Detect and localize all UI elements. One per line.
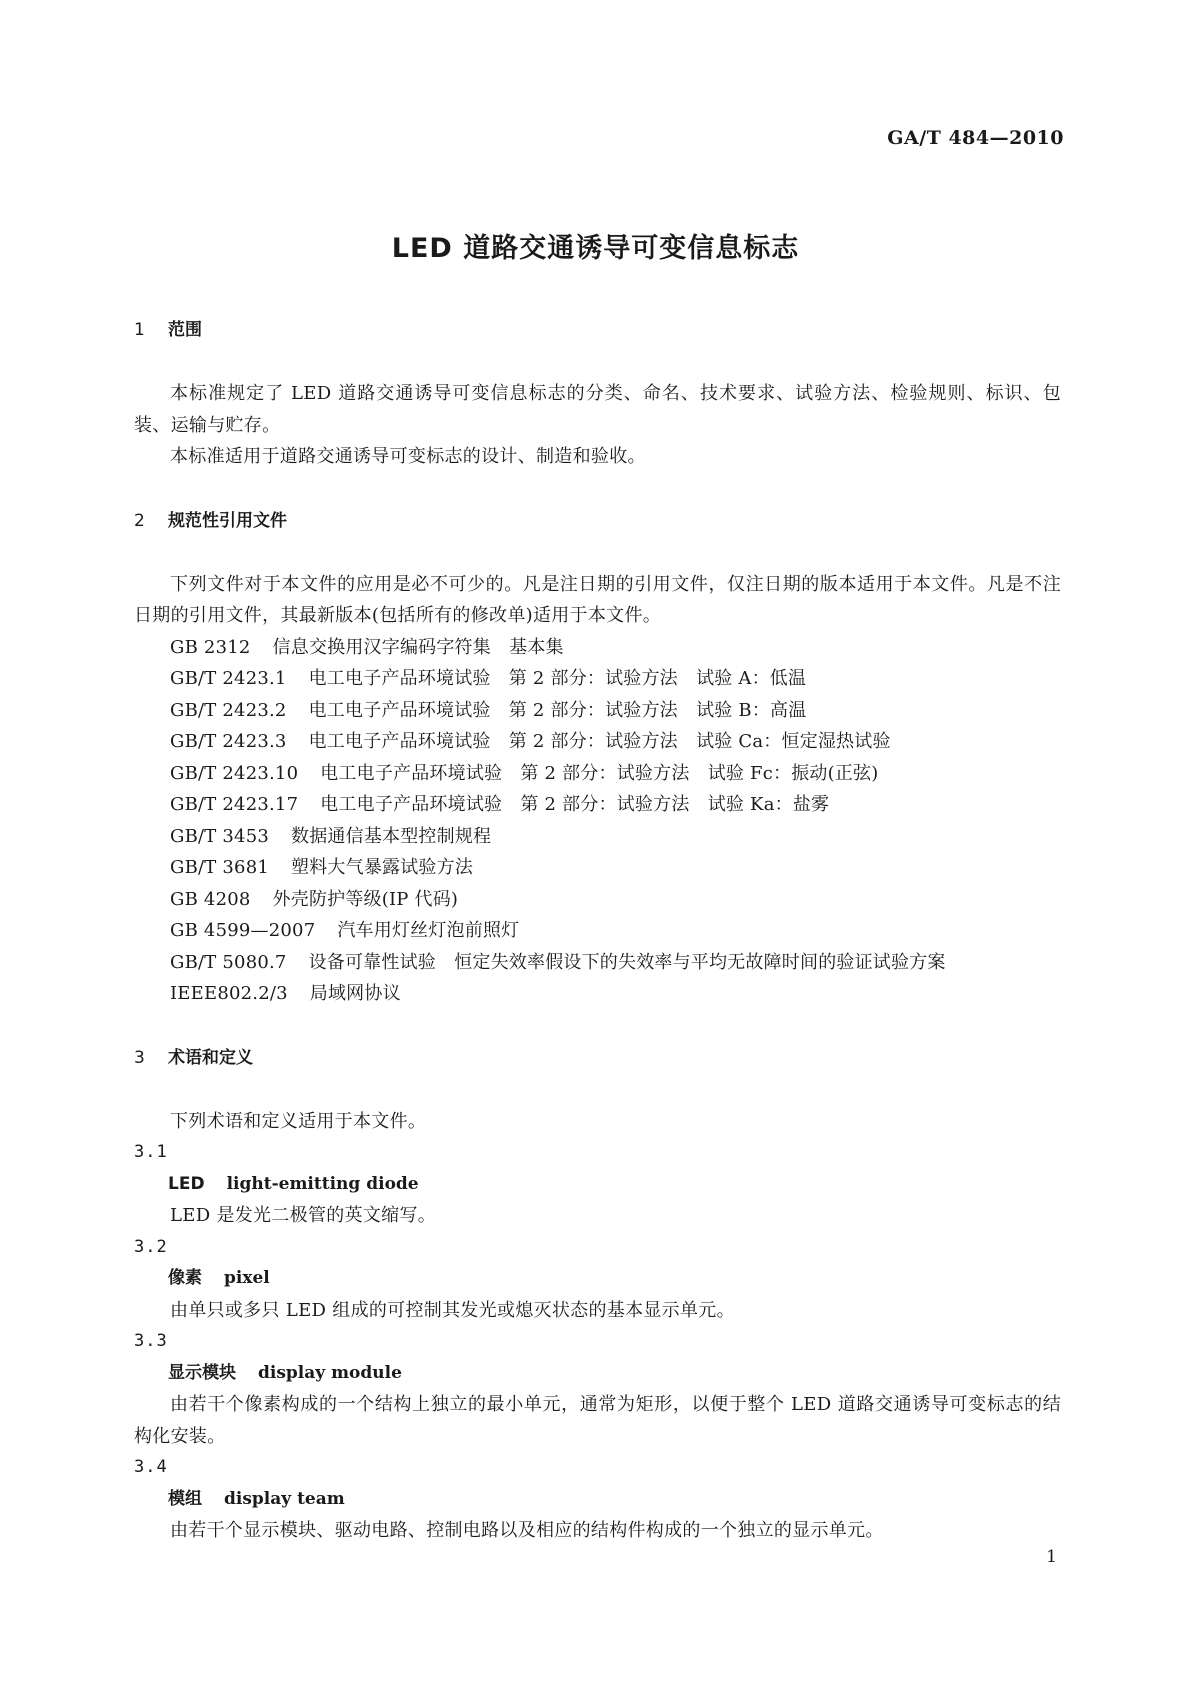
- reference-item: [134, 789, 1061, 821]
- reference-code: GB/T 5080.7: [170, 951, 287, 973]
- term-name: [134, 1263, 1061, 1295]
- reference-list: [134, 632, 1061, 1010]
- reference-code: GB/T 2423.10: [170, 762, 299, 784]
- page-number: 1: [1046, 1547, 1057, 1567]
- reference-item: [134, 821, 1061, 853]
- reference-title: 设备可靠性试验 恒定失效率假设下的失效率与平均无故障时间的验证试验方案: [308, 951, 946, 973]
- term-name: [134, 1484, 1061, 1516]
- paragraph: 下列术语和定义适用于本文件。: [170, 1110, 427, 1132]
- term-name-zh: LED: [168, 1173, 205, 1194]
- reference-item: [134, 632, 1061, 664]
- reference-title: 电工电子产品环境试验 第 2 部分：试验方法 试验 Ca：恒定湿热试验: [308, 731, 891, 752]
- section-number: 3: [134, 1047, 145, 1068]
- reference-item: [134, 978, 1061, 1010]
- reference-title: 外壳防护等级(IP 代码): [272, 888, 459, 910]
- reference-code: GB/T 3453: [170, 825, 270, 847]
- reference-item: [134, 947, 1061, 979]
- reference-item: [134, 758, 1061, 790]
- reference-title: 电工电子产品环境试验 第 2 部分：试验方法 试验 A：低温: [308, 668, 807, 689]
- reference-item: [134, 663, 1061, 695]
- term-name: [134, 1358, 1061, 1390]
- section-number: 2: [134, 510, 145, 531]
- term-definition: 由单只或多只 LED 组成的可控制其发光或熄灭状态的基本显示单元。: [170, 1299, 735, 1321]
- document-title: LED 道路交通诱导可变信息标志: [391, 233, 800, 264]
- term-name-en: display module: [258, 1362, 402, 1383]
- term-definition: LED 是发光二极管的英文缩写。: [170, 1205, 437, 1226]
- term-name: [134, 1169, 1061, 1201]
- reference-title: 局域网协议: [309, 983, 401, 1004]
- term-number: 3.1: [134, 1142, 168, 1162]
- term-name-zh: 模组: [168, 1488, 202, 1509]
- term-number: 3.2: [134, 1236, 168, 1257]
- section-3-heading: [134, 1046, 1061, 1070]
- term-name-en: light-emitting diode: [226, 1173, 419, 1194]
- reference-title: 信息交换用汉字编码字符集 基本集: [272, 636, 564, 658]
- reference-title: 电工电子产品环境试验 第 2 部分：试验方法 试验 Fc：振动(正弦): [320, 762, 879, 784]
- reference-item: [134, 852, 1061, 884]
- reference-item: [134, 695, 1061, 727]
- reference-code: GB/T 3681: [170, 857, 270, 878]
- section-number: 1: [134, 320, 145, 340]
- section-2-heading: [134, 509, 1061, 533]
- paragraph: 下列文件对于本文件的应用是必不可少的。凡是注日期的引用文件，仅注日期的版本适用于本文件。凡是不注日期的引用文件，其最新版本(包括所有的修改单)适用于本文件。: [134, 573, 1061, 626]
- reference-title: 电工电子产品环境试验 第 2 部分：试验方法 试验 Ka：盐雾: [320, 794, 830, 815]
- reference-item: [134, 726, 1061, 758]
- section-title: 规范性引用文件: [168, 510, 287, 531]
- term-name-en: display team: [224, 1488, 345, 1509]
- reference-code: GB 4599—2007: [170, 920, 316, 941]
- paragraph: 本标准规定了 LED 道路交通诱导可变信息标志的分类、命名、技术要求、试验方法、检验规则、标识、包装、运输与贮存。: [134, 383, 1061, 436]
- reference-title: 数据通信基本型控制规程: [291, 825, 492, 847]
- term-name-zh: 像素: [168, 1268, 202, 1288]
- term-entry: [134, 1326, 1061, 1452]
- reference-code: GB/T 2423.3: [170, 731, 287, 752]
- paragraph: 本标准适用于道路交通诱导可变标志的设计、制造和验收。: [170, 446, 646, 467]
- section-title: 范围: [168, 320, 202, 340]
- reference-item: [134, 915, 1061, 947]
- term-entry: [134, 1137, 1061, 1232]
- reference-code: GB 2312: [170, 636, 251, 658]
- reference-title: 塑料大气暴露试验方法: [291, 857, 474, 878]
- reference-title: 电工电子产品环境试验 第 2 部分：试验方法 试验 B：高温: [308, 699, 807, 721]
- document-body: [134, 318, 1061, 1547]
- term-entry: [134, 1232, 1061, 1327]
- reference-item: [134, 884, 1061, 916]
- reference-code: GB/T 2423.2: [170, 699, 287, 721]
- standard-code: GA/T 484—2010: [887, 127, 1064, 149]
- reference-title: 汽车用灯丝灯泡前照灯: [337, 920, 520, 941]
- reference-code: GB/T 2423.17: [170, 794, 299, 815]
- term-name-zh: 显示模块: [168, 1362, 236, 1383]
- term-definition: 由若干个显示模块、驱动电路、控制电路以及相应的结构件构成的一个独立的显示单元。: [170, 1520, 884, 1541]
- section-1-heading: [134, 318, 1061, 342]
- term-definition: 由若干个像素构成的一个结构上独立的最小单元，通常为矩形，以便于整个 LED 道路交通诱导可变标志的结构化安装。: [134, 1394, 1061, 1447]
- reference-code: GB/T 2423.1: [170, 668, 287, 689]
- reference-code: GB 4208: [170, 888, 251, 910]
- section-title: 术语和定义: [168, 1047, 253, 1068]
- term-name-en: pixel: [224, 1268, 270, 1288]
- reference-code: IEEE802.2/3: [170, 983, 288, 1004]
- term-entry: [134, 1452, 1061, 1547]
- term-number: 3.4: [134, 1457, 168, 1477]
- term-number: 3.3: [134, 1331, 168, 1351]
